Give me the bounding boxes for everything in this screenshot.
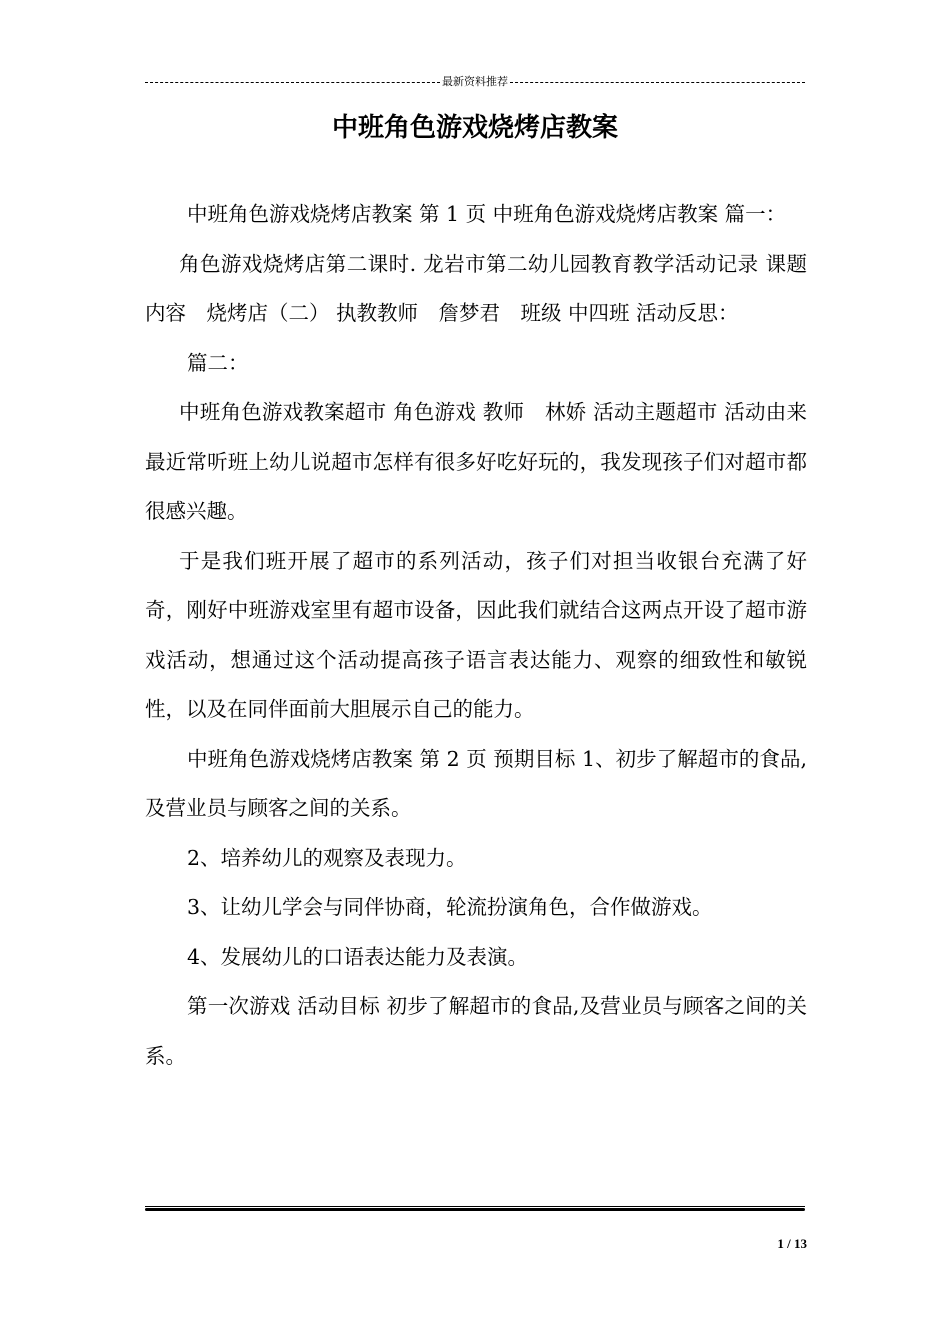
footer-divider-thin	[145, 1206, 805, 1207]
paragraph: 中班角色游戏教案超市 角色游戏 教师 林娇 活动主题超市 活动由来 最近常听班上幼儿说超市怎样有很多好吃好玩的，我发现孩子们对超市都很感兴趣。	[145, 400, 807, 523]
paragraph: 角色游戏烧烤店第二课时. 龙岩市第二幼儿园教育教学活动记录 课题内容 烧烤店（二） 执教教师 詹梦君 班级 中四班 活动反思：	[145, 251, 807, 325]
footer-divider	[145, 1208, 805, 1211]
paragraph: 中班角色游戏烧烤店教案 第 1 页 中班角色游戏烧烤店教案 篇一：	[187, 202, 787, 226]
paragraph: 3、让幼儿学会与同伴协商，轮流扮演角色，合作做游戏。	[187, 895, 713, 919]
paragraph: 4、发展幼儿的口语表达能力及表演。	[187, 944, 529, 969]
header-dashed-rule-left	[145, 82, 440, 83]
page-header	[145, 74, 805, 90]
paragraph: 中班角色游戏烧烤店教案 第 2 页 预期目标 1、初步了解超市的食品,及营业员与顾客之间的关系。	[145, 746, 807, 820]
document-body	[145, 190, 807, 1081]
paragraph: 2、培养幼儿的观察及表现力。	[187, 845, 467, 870]
page-number: 1 / 13	[777, 1236, 807, 1251]
paragraph: 于是我们班开展了超市的系列活动，孩子们对担当收银台充满了好奇，刚好中班游戏室里有超市设备，因此我们就结合这两点开设了超市游戏活动，想通过这个活动提高孩子语言表达能力、观察的细致性和敏锐性，以及在同伴面前大胆展示自己的能力。	[145, 548, 807, 721]
paragraph: 篇二：	[187, 350, 249, 375]
header-dashed-rule-right	[510, 82, 805, 83]
document-title: 中班角色游戏烧烤店教案	[331, 113, 618, 143]
paragraph: 第一次游戏 活动目标 初步了解超市的食品,及营业员与顾客之间的关系。	[145, 994, 807, 1068]
header-label: 最新资料推荐	[442, 75, 508, 88]
